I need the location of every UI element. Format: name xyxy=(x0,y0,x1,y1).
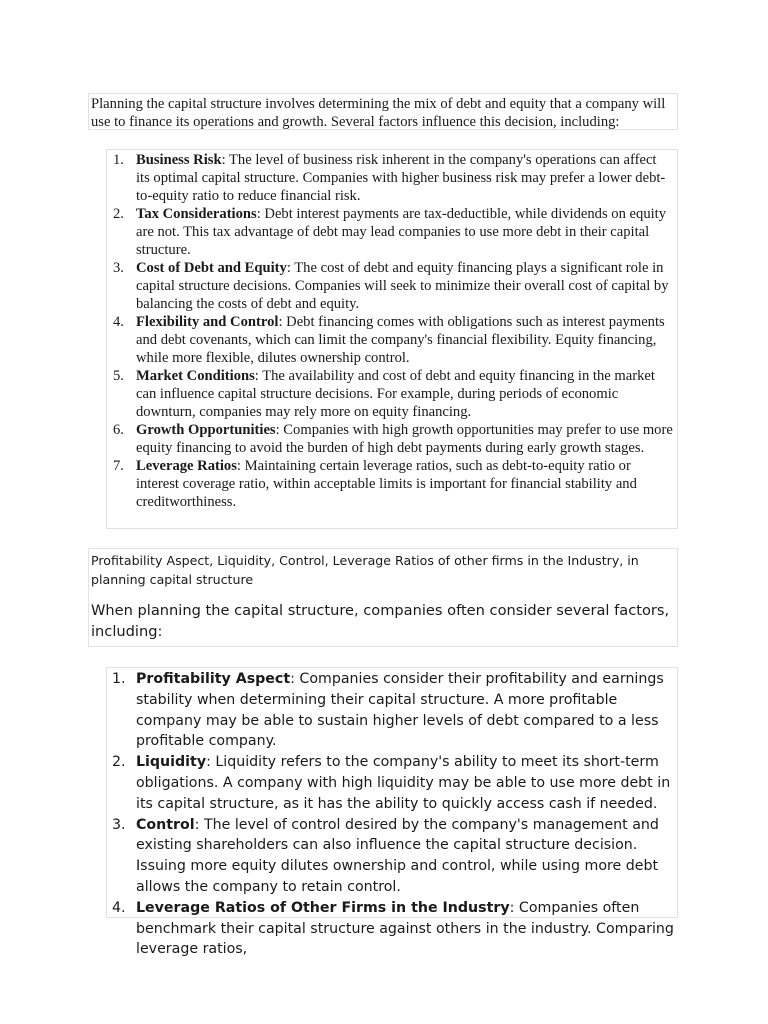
list-term: Business Risk xyxy=(136,152,222,168)
list-text: : Liquidity refers to the company's ability to meet its short-term obligations. A company with high liquidity may be able to use more debt in its capital structure, as it has the ability to quickly access cash if needed. xyxy=(136,754,671,812)
section2-intro-box xyxy=(88,548,678,647)
list-term: Control xyxy=(136,816,195,833)
list-item xyxy=(107,205,673,259)
section-heading: Profitability Aspect, Liquidity, Control, Leverage Ratios of other firms in the Industry, in planning capital structure xyxy=(91,553,639,587)
list-term: Cost of Debt and Equity xyxy=(136,260,287,276)
list-item xyxy=(107,367,673,421)
list-text: : Maintaining certain leverage ratios, such as debt-to-equity ratio or interest coverage ratio, within acceptable limits is important for financial stability and creditworthiness. xyxy=(136,458,637,510)
list-text: : The availability and cost of debt and equity financing in the market can influence capital structure decisions. For example, during periods of economic downturn, companies may rely more on equity financing. xyxy=(136,368,655,420)
list-number: 4. xyxy=(113,314,124,330)
list-term: Profitability Aspect xyxy=(136,671,291,687)
list-item xyxy=(107,421,673,457)
list-term: Liquidity xyxy=(136,754,207,771)
list-term: Leverage Ratios of Other Firms in the Industry xyxy=(136,899,510,916)
list-text: : Companies consider their profitability and earnings stability when determining their capital structure. A more profitable company may be able to sustain higher levels of debt compared to a less profitable company. xyxy=(136,671,664,750)
list-term: Growth Opportunities xyxy=(136,422,276,438)
list-text: : Companies often benchmark their capital structure against others in the industry. Comparing leverage ratios, xyxy=(136,899,674,958)
list-text: : Debt financing comes with obligations such as interest payments and debt covenants, which can limit the company's financial flexibility. Equity financing, while more flexible, dilutes ownership control. xyxy=(136,314,665,366)
list-number: 6. xyxy=(113,422,124,438)
list-number: 5. xyxy=(113,368,124,384)
list-item xyxy=(107,313,673,367)
intro-paragraph: Planning the capital structure involves determining the mix of debt and equity that a company will use to finance its operations and growth. Several factors influence this decision, including: xyxy=(91,96,666,130)
list-number: 1. xyxy=(113,152,124,168)
list-item xyxy=(107,815,675,898)
considerations-list xyxy=(107,669,675,960)
factors-list-box xyxy=(106,149,678,529)
list-item xyxy=(107,898,675,960)
section2-intro-paragraph: When planning the capital structure, companies often consider several factors, including: xyxy=(91,602,670,640)
list-number: 1. xyxy=(112,671,126,687)
list-item xyxy=(107,752,675,814)
considerations-list-box xyxy=(106,667,678,958)
list-term: Market Conditions xyxy=(136,368,255,384)
list-number: 3. xyxy=(113,260,124,276)
list-text: : Debt interest payments are tax-deductible, while dividends on equity are not. This tax advantage of debt may lead companies to use more debt in their capital structure. xyxy=(136,206,667,258)
intro-paragraph-box xyxy=(88,93,678,130)
factors-list xyxy=(107,151,673,511)
list-number: 2. xyxy=(113,206,124,222)
list-number: 3. xyxy=(112,816,126,833)
list-number: 2. xyxy=(112,754,126,771)
list-text: : Companies with high growth opportunities may prefer to use more equity financing to avoid the burden of high debt payments during early growth stages. xyxy=(136,422,673,456)
list-item xyxy=(107,259,673,313)
list-number: 7. xyxy=(113,458,124,474)
list-term: Flexibility and Control xyxy=(136,314,279,330)
list-term: Leverage Ratios xyxy=(136,458,237,474)
list-item xyxy=(107,151,673,205)
list-item xyxy=(107,669,675,752)
list-item xyxy=(107,457,673,511)
list-text: : The level of control desired by the company's management and existing shareholders can also influence the capital structure decision. Issuing more equity dilutes ownership and control, while using more debt allows the company to retain control. xyxy=(136,816,659,895)
list-term: Tax Considerations xyxy=(136,206,257,222)
list-text: : The cost of debt and equity financing plays a significant role in capital structure decisions. Companies will seek to minimize their overall cost of capital by balancing the costs of debt and equity. xyxy=(136,260,669,312)
list-text: : The level of business risk inherent in the company's operations can affect its optimal capital structure. Companies with higher business risk may prefer a lower debt-to-equity ratio to reduce financial risk. xyxy=(136,152,666,204)
list-number: 4. xyxy=(112,899,126,916)
